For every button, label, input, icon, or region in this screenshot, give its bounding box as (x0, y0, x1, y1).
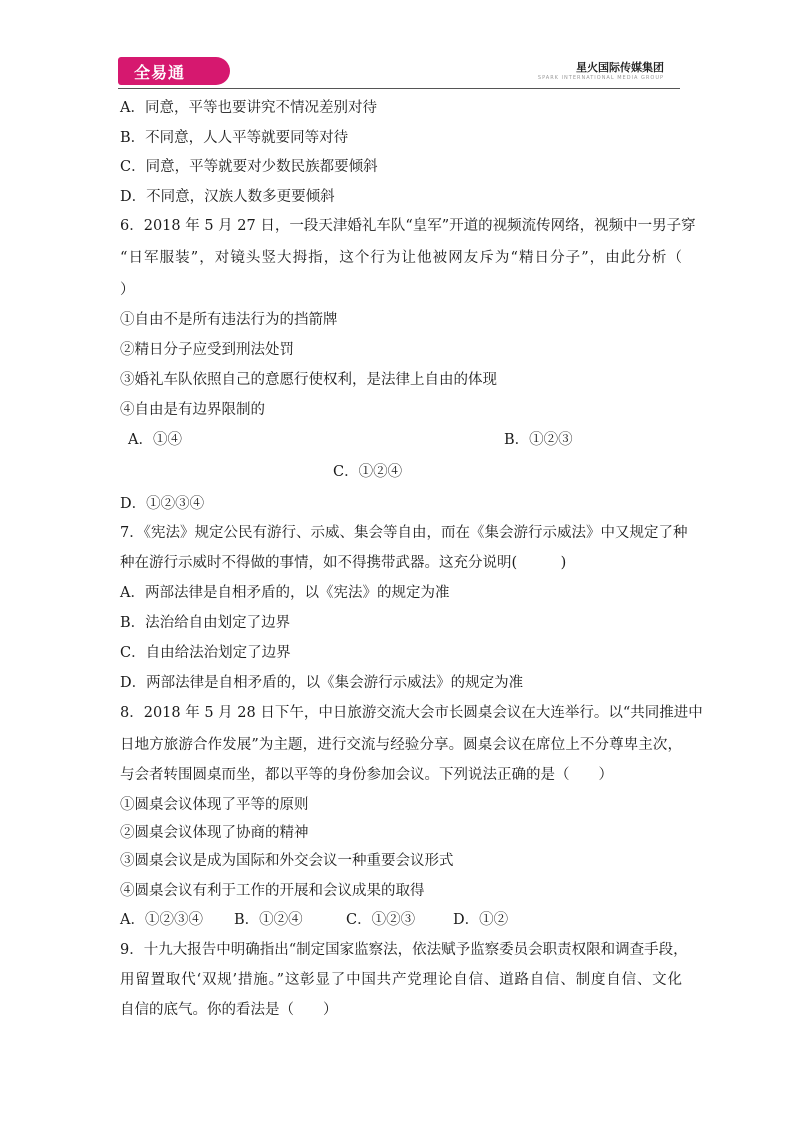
q8-option-b: B．①②④ (234, 912, 303, 928)
q8-stem-line-2: 日地方旅游合作发展”为主题，进行交流与经验分享。圆桌会议在席位上不分尊卑主次， (120, 737, 682, 753)
page-header (118, 55, 680, 91)
header-divider (118, 88, 680, 89)
q8-statement-4: ④圆桌会议有利于工作的开展和会议成果的取得 (120, 883, 425, 899)
q7-option-a: A．两部法律是自相矛盾的，以《宪法》的规定为准 (120, 585, 450, 601)
q7-stem-line-2: 种在游行示威时不得做的事情，如不得携带武器。这充分说明( ) (120, 555, 567, 571)
q7-option-d: D．两部法律是自相矛盾的，以《集会游行示威法》的规定为准 (120, 675, 524, 691)
q6-option-b: B．①②③ (504, 432, 573, 448)
q6-statement-1: ①自由不是所有违法行为的挡箭牌 (120, 312, 338, 328)
q9-stem-line-2: 用留置取代‘双规’措施。”这彰显了中国共产党理论自信、道路自信、制度自信、文化 (120, 972, 682, 988)
q6-option-a: A．①④ (128, 432, 182, 448)
brand-subtitle: SPARK INTERNATIONAL MEDIA GROUP (537, 75, 664, 81)
q6-stem-line-3: ） (120, 282, 135, 298)
q5-option-b: B．不同意，人人平等就要同等对待 (120, 130, 349, 146)
q8-statement-1: ①圆桌会议体现了平等的原则 (120, 797, 309, 813)
q7-option-b: B．法治给自由划定了边界 (120, 615, 291, 631)
q5-option-d: D．不同意，汉族人数多更要倾斜 (120, 189, 335, 205)
q8-option-d: D．①② (453, 912, 509, 928)
q5-option-a: A．同意，平等也要讲究不情况差别对待 (120, 100, 377, 116)
q8-statement-2: ②圆桌会议体现了协商的精神 (120, 825, 309, 841)
q8-stem-line-1: 8．2018 年 5 月 28 日下午，中日旅游交流大会市长圆桌会议在大连举行。以“共同推进中 (120, 705, 703, 721)
q6-option-d: D．①②③④ (120, 496, 205, 512)
q8-statement-3: ③圆桌会议是成为国际和外交会议一种重要会议形式 (120, 853, 454, 869)
q8-stem-line-3: 与会者转围圆桌而坐，都以平等的身份参加会议。下列说法正确的是（ ） (120, 767, 613, 783)
q9-stem-line-1: 9．十九大报告中明确指出“制定国家监察法，依法赋予监察委员会职责权限和调查手段， (120, 942, 688, 958)
brand-name: 星火国际传媒集团 (576, 61, 664, 74)
q7-stem-line-1: 7．《宪法》规定公民有游行、示威、集会等自由，而在《集会游行示威法》中又规定了种 (120, 525, 688, 541)
q6-stem-line-1: 6．2018 年 5 月 27 日，一段天津婚礼车队“皇军”开道的视频流传网络，视频中一男子穿 (120, 218, 696, 234)
q8-option-a: A．①②③④ (120, 912, 203, 928)
q5-option-c: C．同意，平等就要对少数民族都要倾斜 (120, 159, 378, 175)
q6-option-c: C．①②④ (333, 464, 403, 480)
q8-option-c: C．①②③ (346, 912, 416, 928)
q6-stem-line-2: “日军服装”，对镜头竖大拇指，这个行为让他被网友斥为“精日分子”，由此分析（ (120, 250, 682, 266)
logo-text: 全易通 (134, 63, 186, 82)
logo (118, 57, 230, 85)
q9-stem-line-3: 自信的底气。你的看法是（ ） (120, 1002, 338, 1018)
q7-option-c: C．自由给法治划定了边界 (120, 645, 291, 661)
q6-statement-3: ③婚礼车队依照自己的意愿行使权利，是法律上自由的体现 (120, 372, 497, 388)
q6-statement-4: ④自由是有边界限制的 (120, 402, 265, 418)
q6-statement-2: ②精日分子应受到刑法处罚 (120, 342, 294, 358)
